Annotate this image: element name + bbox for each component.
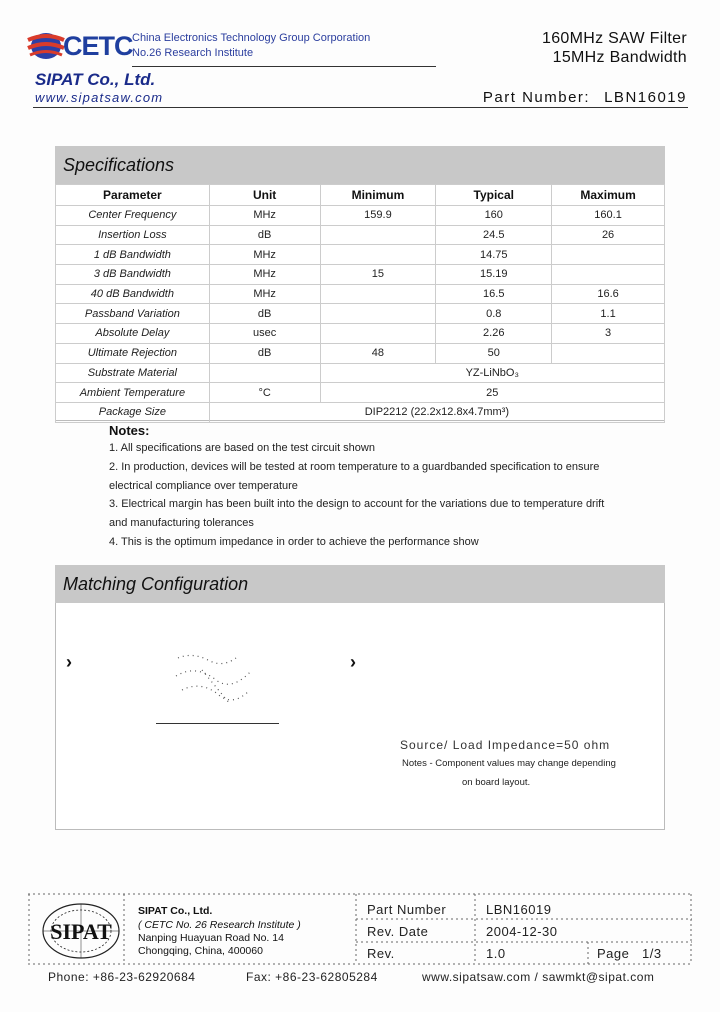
table-cell: usec — [209, 324, 320, 344]
table-cell — [552, 265, 665, 285]
table-row — [56, 206, 665, 226]
table-cell: 2.26 — [436, 324, 552, 344]
table-cell: dB — [209, 304, 320, 324]
col-header: Unit — [209, 185, 320, 206]
row-label: Ambient Temperature — [56, 383, 210, 403]
table-cell: 14.75 — [436, 245, 552, 265]
table-cell: 50 — [436, 343, 552, 363]
row-label: Substrate Material — [56, 363, 210, 383]
table-cell — [320, 225, 436, 245]
col-header: Typical — [436, 185, 552, 206]
footer-revdate-label: Rev. Date — [367, 924, 429, 939]
table-cell: 15 — [320, 265, 436, 285]
specifications-table — [55, 184, 665, 423]
matching-note-line2: on board layout. — [462, 777, 531, 788]
table-row — [56, 324, 665, 344]
note-line: 3. Electrical margin has been built into the design to account for the variations due to temperature drift — [109, 498, 605, 511]
table-cell: 159.9 — [320, 206, 436, 226]
specifications-title: Specifications — [55, 146, 665, 184]
matching-panel — [55, 565, 665, 830]
table-cell — [552, 343, 665, 363]
ambient-unit: °C — [209, 383, 320, 403]
table-row — [56, 225, 665, 245]
sipat-emblem-icon — [36, 901, 126, 961]
table-cell — [552, 245, 665, 265]
diagram-baseline — [156, 723, 279, 724]
sipat-logo-text: SIPAT — [50, 919, 112, 944]
product-title: 160MHz SAW Filter — [542, 30, 687, 47]
footer-rev-value: 1.0 — [486, 946, 506, 961]
matching-note-line1: Notes - Component values may change depending — [402, 758, 616, 769]
row-label: Insertion Loss — [56, 225, 210, 245]
row-label: 3 dB Bandwidth — [56, 265, 210, 285]
footer-web-email[interactable]: www.sipatsaw.com / sawmkt@sipat.com — [422, 970, 655, 984]
package-value: DIP2212 (22.2x12.8x4.7mm³) — [209, 402, 664, 422]
row-label: 1 dB Bandwidth — [56, 245, 210, 265]
part-number-value: LBN16019 — [604, 89, 687, 106]
row-label: Absolute Delay — [56, 324, 210, 344]
table-cell: 3 — [552, 324, 665, 344]
footer-revdate-value: 2004-12-30 — [486, 924, 558, 939]
table-cell: MHz — [209, 265, 320, 285]
table-cell: 160 — [436, 206, 552, 226]
substrate-value: YZ-LiNbO₃ — [320, 363, 664, 383]
table-cell — [320, 304, 436, 324]
footer-frame — [28, 893, 692, 965]
table-cell: MHz — [209, 284, 320, 304]
table-row — [56, 245, 665, 265]
row-label: Center Frequency — [56, 206, 210, 226]
table-cell: 24.5 — [436, 225, 552, 245]
table-cell: 16.5 — [436, 284, 552, 304]
table-cell: 26 — [552, 225, 665, 245]
note-line: electrical compliance over temperature — [109, 479, 298, 492]
logo-text: CETC — [63, 31, 133, 61]
sipat-logo — [36, 901, 126, 961]
website-link[interactable]: www.sipatsaw.com — [35, 90, 164, 105]
note-line: 1. All specifications are based on the test circuit shown — [109, 442, 375, 454]
footer-part-label: Part Number — [367, 902, 447, 917]
note-line: 2. In production, devices will be tested at room temperature to a guardbanded specification to ensure — [109, 460, 600, 473]
table-cell: 1.1 — [552, 304, 665, 324]
notes-block — [109, 423, 604, 552]
table-cell: 160.1 — [552, 206, 665, 226]
col-header: Minimum — [320, 185, 436, 206]
table-row — [56, 343, 665, 363]
footer-page-label: Page — [597, 946, 630, 961]
part-number-label: Part Number: — [482, 89, 591, 106]
matching-circuit-diagram — [172, 650, 262, 710]
footer-institute: ( CETC No. 26 Research Institute ) — [138, 919, 301, 931]
note-line: and manufacturing tolerances — [109, 517, 254, 530]
arrow-right-icon: › — [66, 652, 72, 672]
table-cell: MHz — [209, 245, 320, 265]
table-row — [56, 402, 665, 422]
table-row — [56, 284, 665, 304]
matching-title: Matching Configuration — [55, 565, 665, 603]
table-row — [56, 383, 665, 403]
row-label: Package Size — [56, 402, 210, 422]
footer-company: SIPAT Co., Ltd. — [138, 905, 213, 917]
product-subtitle: 15MHz Bandwidth — [552, 49, 687, 66]
footer-page-value: 1/3 — [642, 946, 662, 961]
row-label: Passband Variation — [56, 304, 210, 324]
footer-address1: Nanping Huayuan Road No. 14 — [138, 932, 284, 944]
ambient-value: 25 — [320, 383, 664, 403]
footer-rev-label: Rev. — [367, 946, 395, 961]
row-label: Ultimate Rejection — [56, 343, 210, 363]
table-row — [56, 304, 665, 324]
table-cell: 16.6 — [552, 284, 665, 304]
company-name: SIPAT Co., Ltd. — [35, 70, 156, 89]
footer-phone: Phone: +86-23-62920684 — [48, 970, 196, 984]
col-header: Maximum — [552, 185, 665, 206]
table-cell: dB — [209, 225, 320, 245]
col-header: Parameter — [56, 185, 210, 206]
table-cell — [320, 324, 436, 344]
cetc-logo — [26, 28, 133, 64]
impedance-text: Source/ Load Impedance=50 ohm — [400, 738, 611, 752]
table-cell: 15.19 — [436, 265, 552, 285]
note-line: 4. This is the optimum impedance in order to achieve the performance show — [109, 535, 479, 548]
part-number — [483, 89, 687, 106]
table-row — [56, 363, 665, 383]
table-cell: 48 — [320, 343, 436, 363]
table-cell — [320, 245, 436, 265]
table-cell: 0.8 — [436, 304, 552, 324]
org-line-2: No.26 Research Institute — [132, 47, 254, 59]
org-line-1: China Electronics Technology Group Corporation — [132, 32, 371, 44]
arrow-right-icon: › — [350, 652, 356, 672]
header-divider — [132, 66, 436, 67]
footer-address2: Chongqing, China, 400060 — [138, 945, 263, 957]
table-cell: dB — [209, 343, 320, 363]
header-rule — [33, 107, 688, 108]
notes-heading: Notes: — [109, 423, 150, 438]
table-cell: MHz — [209, 206, 320, 226]
table-cell — [320, 284, 436, 304]
row-label: 40 dB Bandwidth — [56, 284, 210, 304]
footer-part-value: LBN16019 — [486, 902, 552, 917]
table-row — [56, 265, 665, 285]
globe-icon — [26, 28, 66, 64]
footer-fax: Fax: +86-23-62805284 — [246, 970, 378, 984]
table-header-row — [56, 185, 665, 206]
